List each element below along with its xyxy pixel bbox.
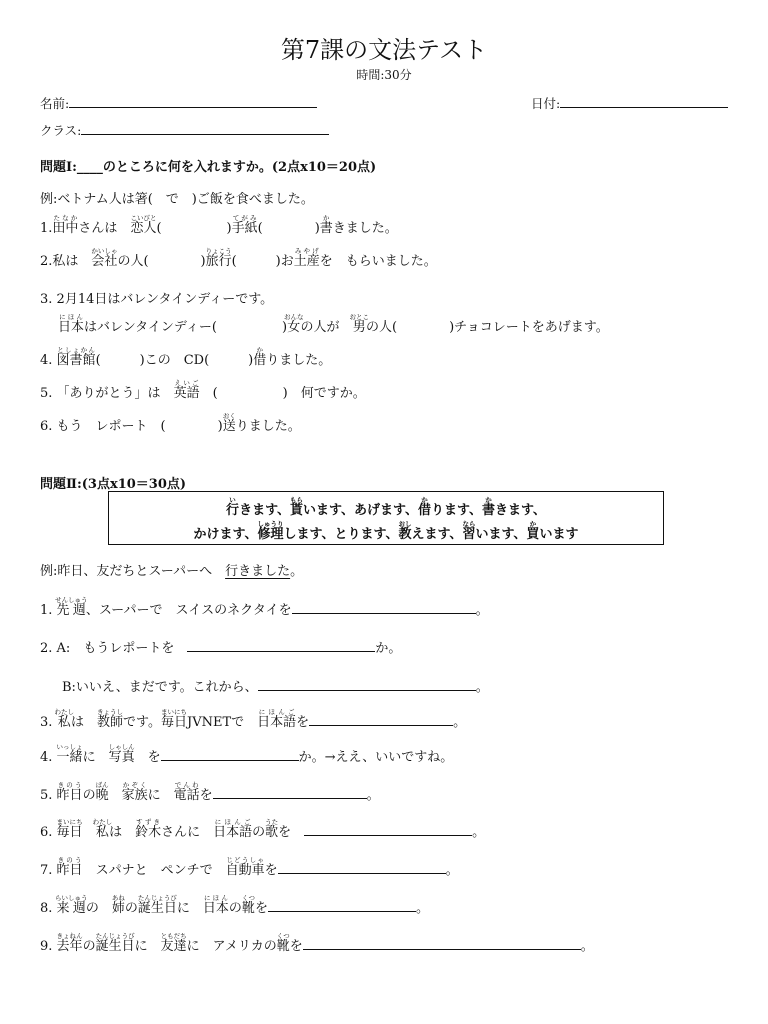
date-blank[interactable] [560,96,728,108]
part2-example: 例:昨日、友だちとスーパーへ 行きました。 [40,564,304,579]
part1-question-5: 5. 「ありがとう」は 英語えいご ( ) 何ですか。 [40,379,366,401]
answer-blank[interactable] [187,640,375,652]
class-blank[interactable] [81,123,329,135]
date-field[interactable] [531,94,728,112]
answer-blank[interactable] [161,749,299,761]
part1-heading: 問題Ⅰ:____のところに何を入れますか。(2点x10＝20点) [40,160,377,175]
answer-blank[interactable] [303,938,581,950]
part2-question-7: 7. 昨日きのう スパナと ペンチで 自動車じどうしゃを 。 [40,856,459,878]
part2-question-5: 5. 昨日きのうの晩ばん 家族かぞくに 電話でんわを 。 [40,781,380,803]
part1-question-2: 2.私は 会社かいしゃの人( )旅行りょこう( )お土産みやげを もらいました。 [40,247,437,269]
verb-choice-box [108,491,664,545]
page-title: 第7課の文法テスト [280,36,488,64]
date-label: 日付: [531,96,561,111]
name-blank[interactable] [69,96,317,108]
part2-question-6: 6. 毎日まいにち 私わたしは 鈴木すずきさんに 日本語にほんごの歌うたを 。 [40,818,486,840]
part1-question-6: 6. もう レポート ( )送おくりました。 [40,412,301,434]
time-limit: 時間:30分 [356,68,412,82]
part1-question-3: 3. 2月14日はバレンタインディーです。 [40,292,274,307]
class-label: クラス: [40,123,82,138]
part2-question-2b: B:いいえ、まだです。これから、 。 [62,680,489,695]
part1-question-1: 1.田中たなかさんは 恋人こいびと( )手紙てがみ( )書かきました。 [40,214,398,236]
answer-blank[interactable] [304,824,472,836]
part2-question-3: 3. 私わたしは 教師きょうしです。毎日まいにちJVNETで 日本語にほんごを 。 [40,708,467,730]
name-field[interactable] [40,94,317,112]
part2-question-9: 9. 去年きょねんの誕生日たんじょうびに 友達ともだちに アメリカの靴くつを 。 [40,932,594,954]
part1-question-3-line2: 日本にほんはバレンタインディー( )女おんなの人が 男おとこの人( )チョコレートをあげます。 [58,313,609,335]
example-answer: 行きました [225,564,291,579]
part2-question-1: 1. 先週せんしゅう、スーパーで スイスのネクタイを 。 [40,596,489,618]
verb-row-2: かけます、修理しゅうりします、とります、教おしえます、習ならいます、買かいます [193,520,579,542]
answer-blank[interactable] [278,862,446,874]
part2-question-4: 4. 一緒いっしょに 写真しゃしん を か。→ええ、いいですね。 [40,743,454,765]
class-field[interactable] [40,121,329,139]
part2-question-8: 8. 来週らいしゅうの 姉あねの誕生日たんじょうびに 日本にほんの靴くつを 。 [40,894,429,916]
answer-blank[interactable] [309,714,453,726]
name-label: 名前: [40,96,70,111]
answer-blank[interactable] [258,679,476,691]
part2-heading: 問題Ⅱ:(3点x10＝30点) [40,477,187,492]
part1-example: 例:ベトナム人は箸( で )ご飯を食べました。 [40,192,314,207]
answer-blank[interactable] [292,602,476,614]
verb-row-1: 行いきます、貰もらいます、あげます、借かります、書かきます、 [226,496,546,518]
answer-blank[interactable] [268,900,416,912]
part1-question-4: 4. 図書館としょかん( )この CD( )借かりました。 [40,346,332,368]
part2-question-2: 2. A: もうレポートを か。 [40,641,402,656]
answer-blank[interactable] [213,787,367,799]
